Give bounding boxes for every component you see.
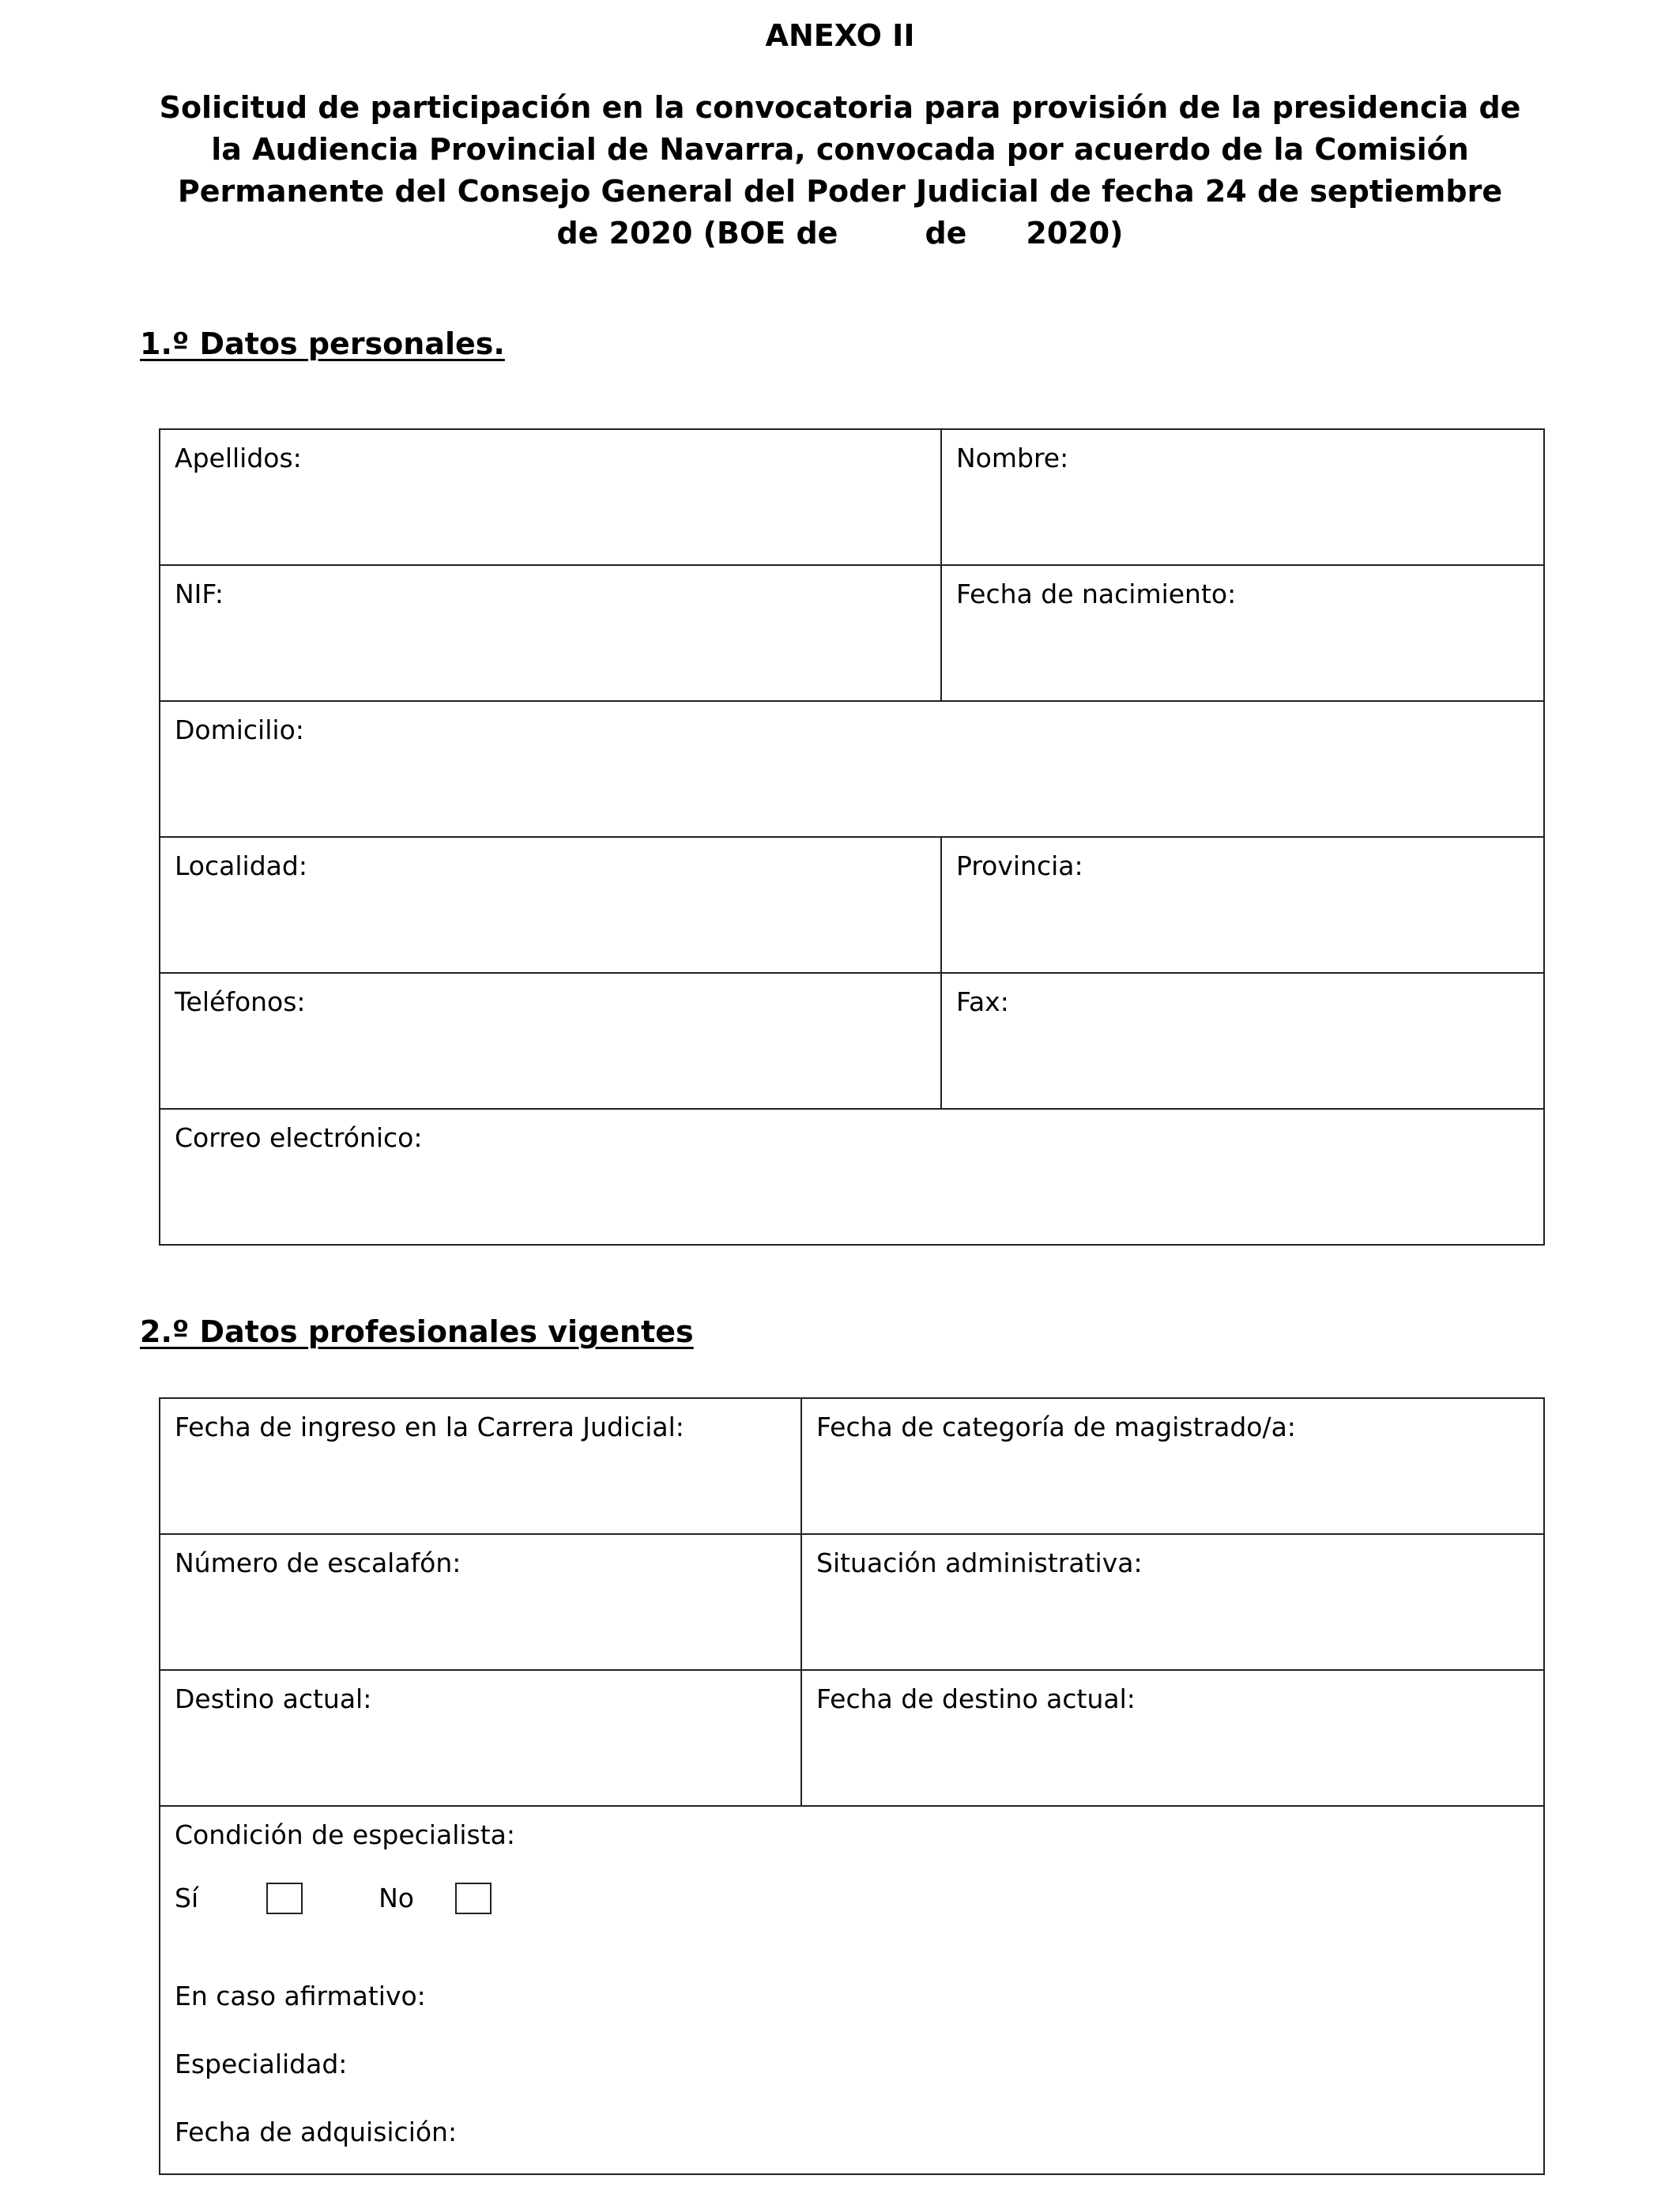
table-row: [160, 837, 1544, 973]
situacion-administrativa-field[interactable]: [801, 1534, 1544, 1670]
table-row: [160, 1534, 1544, 1670]
situacion-administrativa-label: Situación administrativa:: [816, 1547, 1143, 1578]
subtitle-line-1: Solicitud de participación en la convocatoria para provisión de la presidencia de: [159, 90, 1521, 125]
table-row: [160, 429, 1544, 565]
table-row: [160, 1109, 1544, 1245]
correo-label: Correo electrónico:: [175, 1122, 423, 1153]
table-row: [160, 565, 1544, 701]
nif-label: NIF:: [175, 579, 224, 609]
especialidad-field[interactable]: Especialidad:: [175, 2049, 348, 2079]
document-title: ANEXO II: [765, 18, 915, 53]
document-subtitle: [126, 87, 1554, 254]
especialista-options: [175, 1881, 1529, 1916]
destino-actual-label: Destino actual:: [175, 1683, 372, 1714]
provincia-field[interactable]: [941, 837, 1544, 973]
section-personal-heading: 1.º Datos personales.: [140, 326, 505, 361]
condicion-especialista-label: Condición de especialista:: [175, 1819, 515, 1850]
domicilio-field[interactable]: [160, 701, 1544, 837]
destino-actual-field[interactable]: [160, 1670, 801, 1806]
subtitle-line-2: la Audiencia Provincial de Navarra, convocada por acuerdo de la Comisión: [211, 132, 1469, 167]
domicilio-label: Domicilio:: [175, 714, 304, 745]
telefonos-field[interactable]: [160, 973, 941, 1109]
fecha-destino-field[interactable]: [801, 1670, 1544, 1806]
fecha-categoria-field[interactable]: [801, 1398, 1544, 1534]
fecha-adquisicion-field[interactable]: Fecha de adquisición:: [175, 2117, 458, 2147]
apellidos-field[interactable]: [160, 429, 941, 565]
fecha-destino-label: Fecha de destino actual:: [816, 1683, 1136, 1714]
nombre-field[interactable]: [941, 429, 1544, 565]
correo-field[interactable]: [160, 1109, 1544, 1245]
professional-data-table: [159, 1397, 1545, 2175]
subtitle-line-3: Permanente del Consejo General del Poder Judicial de fecha 24 de septiembre: [177, 174, 1503, 209]
section-professional-heading: 2.º Datos profesionales vigentes: [140, 1314, 694, 1349]
subtitle-boe-part-1: de 2020 (BOE de: [556, 216, 838, 251]
condicion-especialista-cell: [160, 1806, 1544, 2174]
table-row: [160, 973, 1544, 1109]
nombre-label: Nombre:: [956, 443, 1069, 473]
localidad-field[interactable]: [160, 837, 941, 973]
localidad-label: Localidad:: [175, 850, 307, 881]
fecha-ingreso-field[interactable]: [160, 1398, 801, 1534]
subtitle-boe-part-3: 2020): [1026, 216, 1124, 251]
nif-field[interactable]: [160, 565, 941, 701]
personal-data-table: [159, 428, 1545, 1246]
subtitle-line-4: [126, 213, 1554, 254]
telefonos-label: Teléfonos:: [175, 986, 306, 1017]
no-checkbox[interactable]: [455, 1883, 492, 1914]
table-row: [160, 1806, 1544, 2174]
table-row: [160, 701, 1544, 837]
table-row: [160, 1670, 1544, 1806]
numero-escalafon-label: Número de escalafón:: [175, 1547, 461, 1578]
fecha-categoria-label: Fecha de categoría de magistrado/a:: [816, 1412, 1296, 1442]
en-caso-afirmativo-label: En caso afirmativo:: [175, 1981, 426, 2011]
fax-label: Fax:: [956, 986, 1009, 1017]
numero-escalafon-field[interactable]: [160, 1534, 801, 1670]
apellidos-label: Apellidos:: [175, 443, 302, 473]
no-label: No: [379, 1883, 415, 1913]
si-checkbox[interactable]: [266, 1883, 303, 1914]
fecha-ingreso-label: Fecha de ingreso en la Carrera Judicial:: [175, 1412, 684, 1442]
fecha-nacimiento-field[interactable]: [941, 565, 1544, 701]
si-label: Sí: [175, 1883, 199, 1913]
fecha-nacimiento-label: Fecha de nacimiento:: [956, 579, 1237, 609]
subtitle-boe-part-2: de: [925, 216, 967, 251]
table-row: [160, 1398, 1544, 1534]
provincia-label: Provincia:: [956, 850, 1083, 881]
fax-field[interactable]: [941, 973, 1544, 1109]
